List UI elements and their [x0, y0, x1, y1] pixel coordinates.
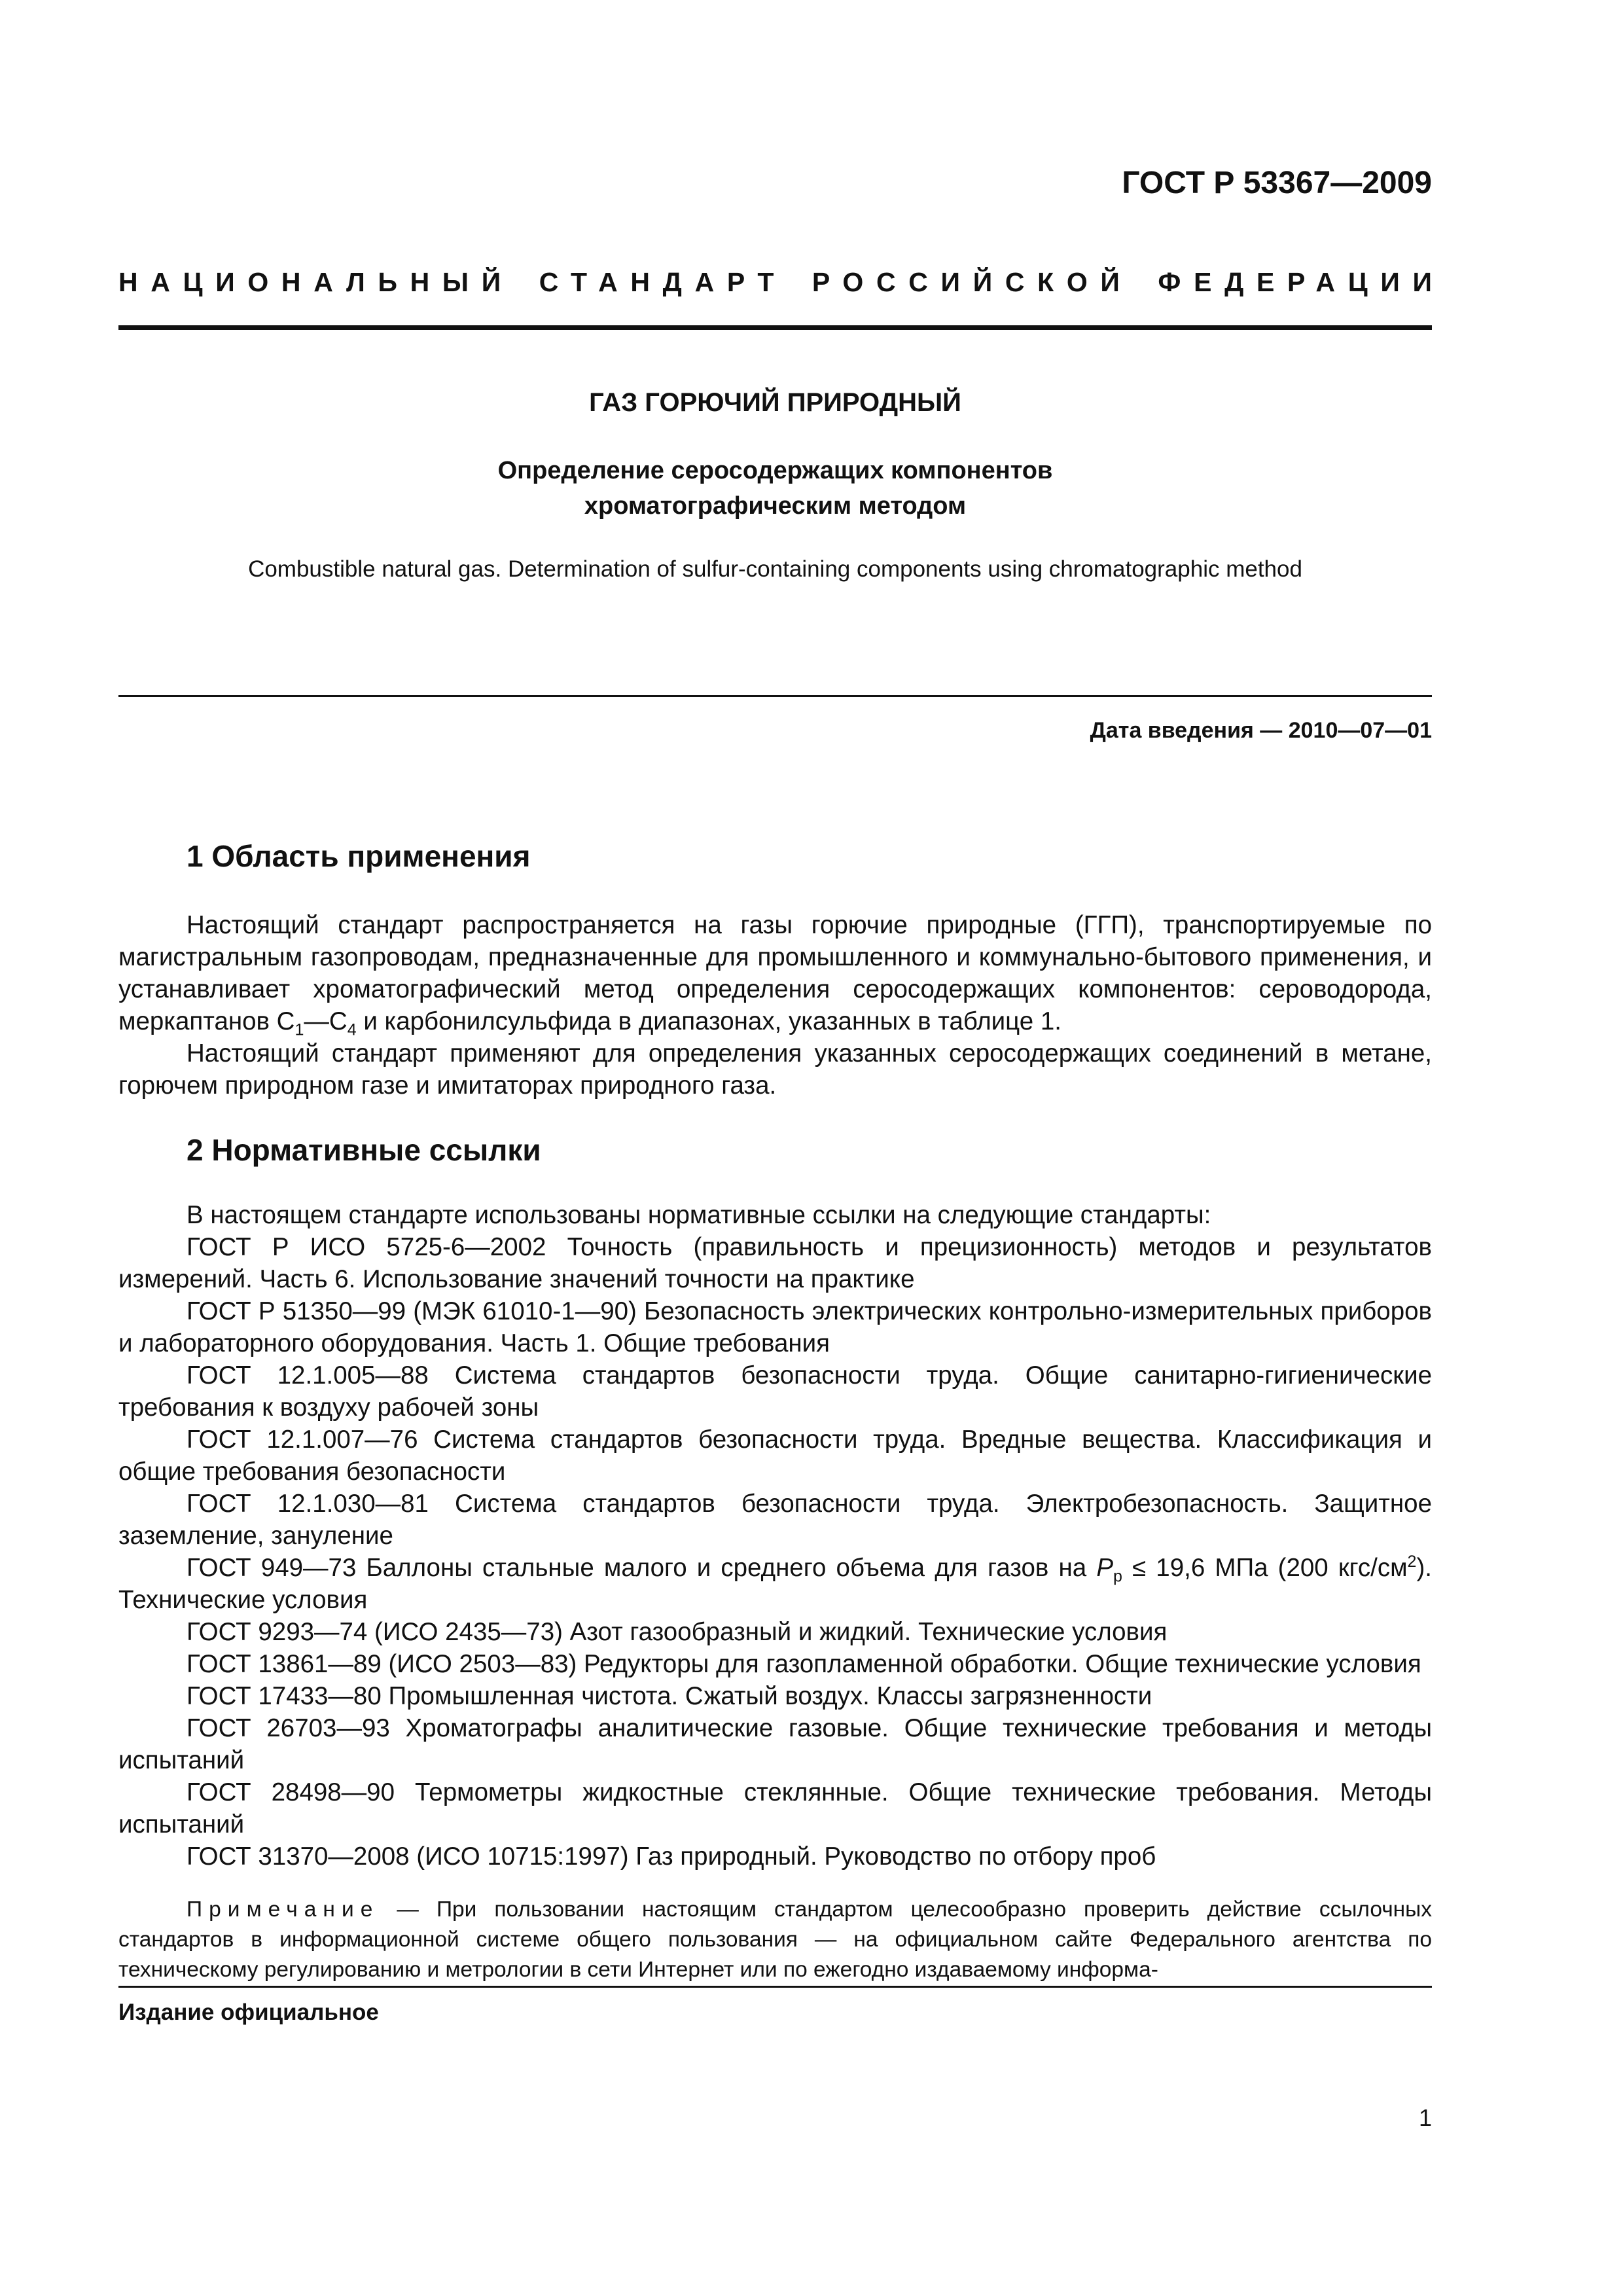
subscript: р	[1113, 1567, 1122, 1586]
reference-item: ГОСТ 31370—2008 (ИСО 10715:1997) Газ природный. Руководство по отбору проб	[187, 1842, 1156, 1871]
reference-item	[118, 1552, 1432, 1616]
note-text: — При пользовании настоящим стандартом целесообразно проверить действие ссылочных стандартов в информационной системе общего пользования — на официальном сайте Федерального агентства по техническому регулированию и метрологии в сети Интернет или по ежегодно издаваемому информа-	[118, 1897, 1432, 1982]
national-title-word: ФЕДЕРАЦИИ	[1158, 267, 1445, 297]
gost-number: ГОСТ Р 53367—2009	[1122, 166, 1432, 200]
english-title: Combustible natural gas. Determination of sulfur-containing components using chromatographic method	[248, 556, 1302, 582]
section-1-paragraph	[118, 909, 1432, 1037]
note-label: Примечание	[187, 1897, 380, 1922]
page-number: 1	[1418, 2104, 1432, 2131]
reference-item: ГОСТ 12.1.030—81 Система стандартов безопасности труда. Электробезопасность. Защитное заземление, зануление	[118, 1490, 1432, 1550]
text-run: Настоящий стандарт распространяется на газы горючие природные (ГГП), транспортируемые по магистральным газопроводам, предназначенные для промышленного и коммунально-бытового применения, и устанавливает хроматографический метод определения серосодержащих компонентов: сероводорода, меркаптанов С	[118, 911, 1432, 1035]
reference-item: ГОСТ 28498—90 Термометры жидкостные стеклянные. Общие технические требования. Методы испытаний	[118, 1778, 1432, 1839]
reference-item: ГОСТ Р 51350—99 (МЭК 61010-1—90) Безопасность электрических контрольно-измерительных приборов и лабораторного оборудования. Часть 1. Общие требования	[118, 1297, 1432, 1357]
reference-item: ГОСТ 26703—93 Хроматографы аналитические газовые. Общие технические требования и методы испытаний	[118, 1714, 1432, 1774]
footer-divider	[118, 1986, 1432, 1988]
pressure-symbol: P	[1096, 1554, 1113, 1582]
references-intro: В настоящем стандарте использованы нормативные ссылки на следующие стандарты:	[187, 1201, 1211, 1229]
section-2-body	[118, 1199, 1432, 1873]
subscript: 4	[347, 1020, 357, 1039]
text-run: ). Технические условия	[118, 1554, 1432, 1614]
national-title-word: СТАНДАРТ	[539, 267, 787, 297]
document-title: ГАЗ ГОРЮЧИЙ ПРИРОДНЫЙ	[589, 388, 961, 417]
text-run: —С	[304, 1007, 348, 1035]
text-run: ГОСТ 949—73 Баллоны стальные малого и среднего объема для газов на	[187, 1554, 1097, 1582]
reference-item: ГОСТ Р ИСО 5725-6—2002 Точность (правильность и прецизионность) методов и результатов измерений. Часть 6. Использование значений точности на практике	[118, 1233, 1432, 1293]
national-title-word: РОССИЙСКОЙ	[812, 267, 1133, 297]
superscript: 2	[1407, 1552, 1417, 1571]
reference-item: ГОСТ 9293—74 (ИСО 2435—73) Азот газообразный и жидкий. Технические условия	[187, 1618, 1168, 1646]
national-title-word: НАЦИОНАЛЬНЫЙ	[118, 267, 514, 297]
section-1-heading: 1 Область применения	[187, 839, 531, 873]
section-2-heading: 2 Нормативные ссылки	[187, 1133, 541, 1167]
text-run: ≤ 19,6 МПа (200 кгс/см	[1122, 1554, 1408, 1582]
header-divider	[118, 325, 1432, 330]
section-1-paragraph: Настоящий стандарт применяют для определения указанных серосодержащих соединений в метане, горючем природном газе и имитаторах природного газа.	[118, 1039, 1432, 1100]
reference-item: ГОСТ 17433—80 Промышленная чистота. Сжатый воздух. Классы загрязненности	[187, 1682, 1152, 1710]
reference-item: ГОСТ 12.1.005—88 Система стандартов безопасности труда. Общие санитарно-гигиенические требования к воздуху рабочей зоны	[118, 1361, 1432, 1422]
reference-item: ГОСТ 12.1.007—76 Система стандартов безопасности труда. Вредные вещества. Классификация и общие требования безопасности	[118, 1426, 1432, 1486]
introduction-date: Дата введения — 2010—07—01	[1090, 718, 1432, 743]
section-1-body	[118, 909, 1432, 1102]
subscript: 1	[294, 1020, 304, 1039]
document-subtitle-line-1: Определение серосодержащих компонентов	[497, 457, 1053, 484]
official-edition-label: Издание официальное	[118, 2000, 379, 2025]
document-subtitle-line-2: хроматографическим методом	[584, 492, 967, 520]
national-standard-title	[118, 267, 1445, 298]
title-divider	[118, 695, 1432, 697]
note	[118, 1895, 1432, 1985]
text-run: и карбонилсульфида в диапазонах, указанных в таблице 1.	[356, 1007, 1062, 1035]
reference-item: ГОСТ 13861—89 (ИСО 2503—83) Редукторы для газопламенной обработки. Общие технические условия	[187, 1650, 1421, 1678]
